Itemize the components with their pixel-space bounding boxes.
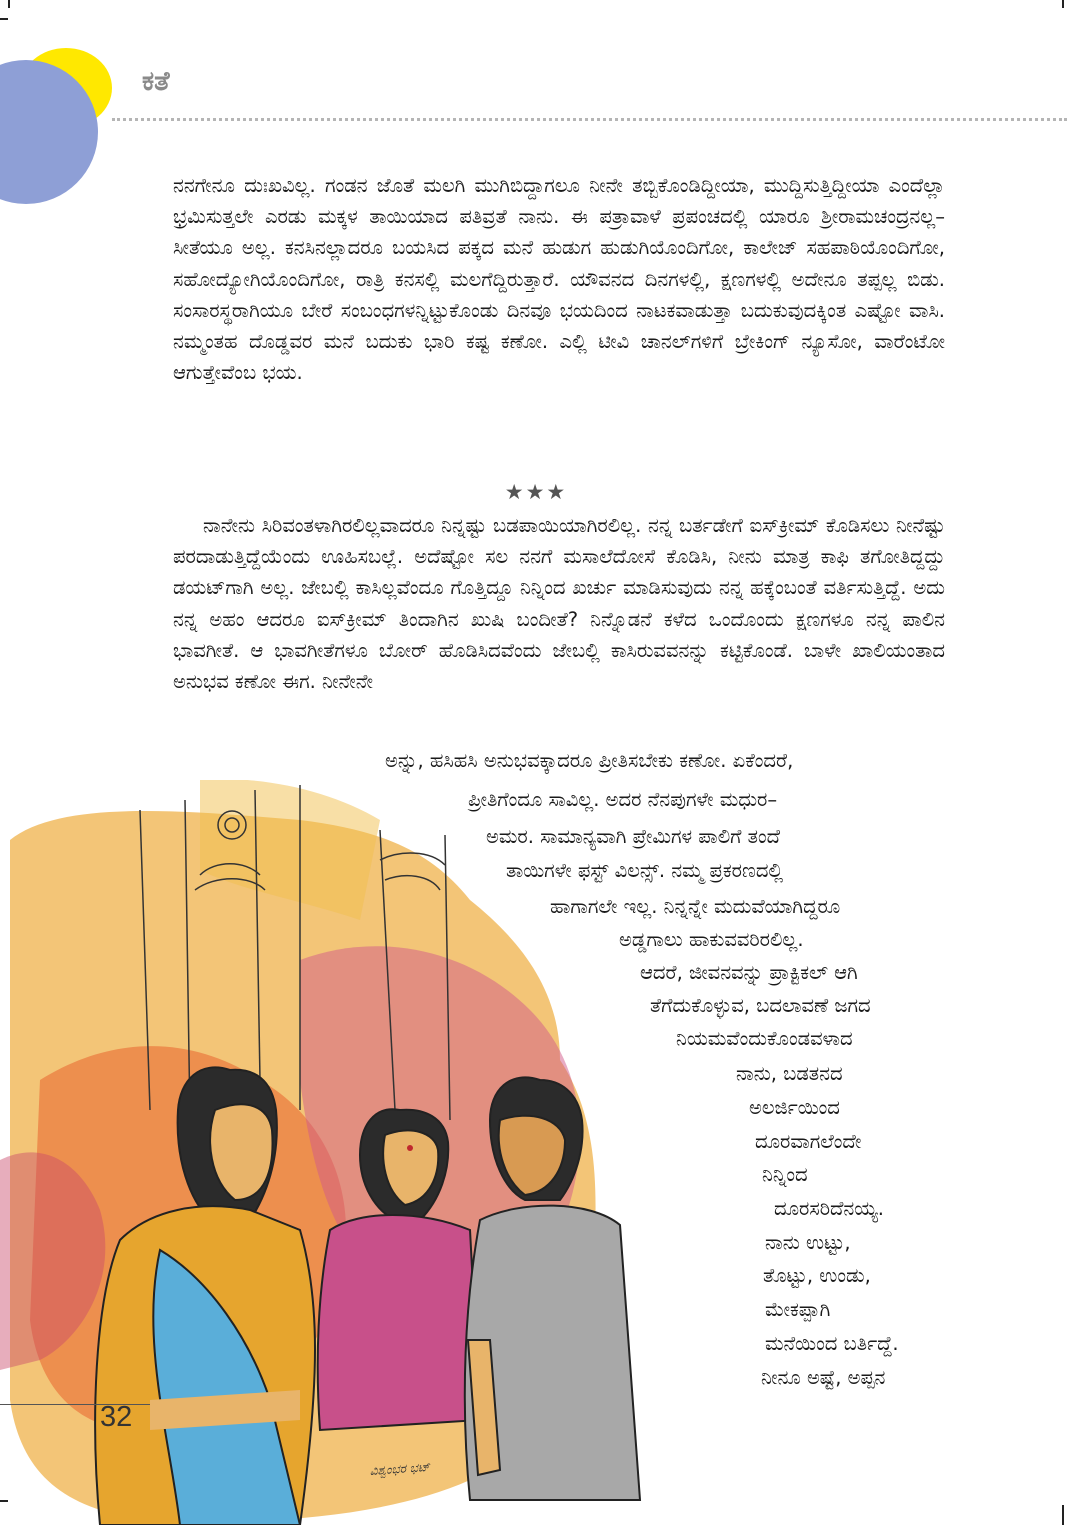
paragraph-3-line: ಅಮರ. ಸಾಮಾನ್ಯವಾಗಿ ಪ್ರೇಮಿಗಳ ಪಾಲಿಗೆ ತಂದೆ	[486, 825, 780, 848]
crop-mark-bottom-right	[1062, 1505, 1064, 1525]
header-dotted-rule	[112, 118, 1067, 121]
paragraph-3-line: ತೊಟ್ಟು, ಉಂಡು,	[763, 1264, 871, 1287]
paragraph-3-line: ದೂರಸರಿದೆನಯ್ಯ.	[774, 1197, 884, 1220]
page-number: 32	[100, 1401, 133, 1433]
illustrator-signature: ವಿಶ್ವಂಭರ ಭಟ್	[369, 1459, 431, 1478]
paragraph-1: ನನಗೇನೂ ದುಃಖವಿಲ್ಲ. ಗಂಡನ ಜೊತೆ ಮಲಗಿ ಮುಗಿಬಿದ್ದಾಗಲೂ ನೀನೇ ತಬ್ಬಿಕೊಂಡಿದ್ದೀಯಾ, ಮುದ್ದಿಸುತ್ತಿದ್ದೀಯಾ ಎಂದೆಲ್ಲಾ ಭ್ರಮಿಸುತ್ತಲೇ ಎರಡು ಮಕ್ಕಳ ತಾಯಿಯಾದ ಪತಿವ್ರತೆ ನಾನು. ಈ ಪತ್ರಾವಾಳೆ ಪ್ರಪಂಚದಲ್ಲಿ ಯಾರೂ ಶ್ರೀರಾಮಚಂದ್ರನಲ್ಲ–ಸೀತೆಯೂ ಅಲ್ಲ. ಕನಸಿನಲ್ಲಾದರೂ ಬಯಸಿದ ಪಕ್ಕದ ಮನೆ ಹುಡುಗ ಹುಡುಗಿಯೊಂದಿಗೋ, ಕಾಲೇಜ್ ಸಹಪಾಠಿಯೊಂದಿಗೋ, ಸಹೋದ್ಯೋಗಿಯೊಂದಿಗೋ, ರಾತ್ರಿ ಕನಸಲ್ಲಿ ಮಲಗೆದ್ದಿರುತ್ತಾರೆ. ಯೌವನದ ದಿನಗಳಲ್ಲಿ, ಕ್ಷಣಗಳಲ್ಲಿ ಅದೇನೂ ತಪ್ಪಲ್ಲ ಬಿಡು. ಸಂಸಾರಸ್ಥರಾಗಿಯೂ ಬೇರೆ ಸಂಬಂಧಗಳನ್ನಿಟ್ಟುಕೊಂಡು ದಿನವೂ ಭಯದಿಂದ ನಾಟಕವಾಡುತ್ತಾ ಬದುಕುವುದಕ್ಕಿಂತ ಎಷ್ಟೋ ವಾಸಿ. ನಮ್ಮಂತಹ ದೊಡ್ಡವರ ಮನೆ ಬದುಕು ಭಾರಿ ಕಷ್ಟ ಕಣೋ. ಎಲ್ಲಿ ಟೀವಿ ಚಾನಲ್‌ಗಳಿಗೆ ಬ್ರೇಕಿಂಗ್ ನ್ಯೂಸೋ, ವಾರೆಂಟೋ ಆಗುತ್ತೇವೆಂಬ ಭಯ.	[173, 174, 945, 385]
paragraph-3-line: ಮನೆಯಿಂದ ಬರ್ತಿದ್ದೆ.	[765, 1332, 899, 1355]
paragraph-3-line: ದೂರವಾಗಲೆಂದೇ	[755, 1130, 862, 1153]
paragraph-3-line: ತೆಗೆದುಕೊಳ್ಳುವ, ಬದಲಾವಣೆ ಜಗದ	[650, 994, 871, 1017]
paragraph-3-line: ಹಾಗಾಗಲೇ ಇಲ್ಲ. ನಿನ್ನನ್ನೇ ಮದುವೆಯಾಗಿದ್ದರೂ	[550, 895, 841, 918]
paragraph-3-line: ಅನ್ನು, ಹಸಿಹಸಿ ಅನುಭವಕ್ಕಾದರೂ ಪ್ರೀತಿಸಬೇಕು ಕಣೋ. ಏಕೆಂದರೆ,	[385, 749, 794, 772]
section-label: ಕತೆ	[142, 66, 170, 97]
crop-mark-top-left-side	[0, 18, 8, 20]
section-divider: ★★★	[504, 480, 568, 504]
paragraph-3-line: ಪ್ರೀತಿಗೆಂದೂ ಸಾವಿಲ್ಲ. ಅದರ ನೆನಪುಗಳೇ ಮಧುರ–	[468, 788, 778, 811]
paragraph-3-line: ಅಲರ್ಜಿಯಿಂದ	[749, 1096, 840, 1119]
paragraph-3-line: ಮೇಕಪ್ಪಾಗಿ	[765, 1298, 831, 1321]
paragraph-3-line: ನಿಯಮವೆಂದುಕೊಂಡವಳಾದ	[676, 1027, 853, 1050]
paragraph-3-line: ನಾನು ಉಟ್ಟು,	[765, 1231, 851, 1254]
paragraph-3-line: ಅಡ್ಡಗಾಲು ಹಾಕುವವರಿರಲಿಲ್ಲ.	[619, 928, 804, 951]
paragraph-3-line: ನಾನು, ಬಡತನದ	[736, 1062, 843, 1085]
paragraph-3-line: ತಾಯಿಗಳೇ ಫಸ್ಟ್ ವಿಲನ್ಸ್. ನಮ್ಮ ಪ್ರಕರಣದಲ್ಲಿ	[506, 859, 784, 882]
paragraph-3-line: ನೀನೂ ಅಷ್ಟೆ, ಅಪ್ಪನ	[761, 1366, 886, 1389]
man-right-figure	[465, 1077, 640, 1500]
paragraph-3-line: ನಿನ್ನಿಂದ	[762, 1163, 808, 1186]
crop-mark-top-right	[1062, 0, 1064, 8]
paragraph-3-line: ಆದರೆ, ಜೀವನವನ್ನು ಪ್ರಾಕ್ಟಿಕಲ್ ಆಗಿ	[640, 961, 858, 984]
paragraph-2: ನಾನೇನು ಸಿರಿವಂತಳಾಗಿರಲಿಲ್ಲವಾದರೂ ನಿನ್ನಷ್ಟು ಬಡಪಾಯಿಯಾಗಿರಲಿಲ್ಲ. ನನ್ನ ಬರ್ತಡೇಗೆ ಐಸ್‌ಕ್ರೀಮ್ ಕೊಡಿಸಲು ನೀನೆಷ್ಟು ಪರದಾಡುತ್ತಿದ್ದೆಯೆಂದು ಊಹಿಸಬಲ್ಲೆ. ಅದೆಷ್ಟೋ ಸಲ ನನಗೆ ಮಸಾಲೆದೋಸೆ ಕೊಡಿಸಿ, ನೀನು ಮಾತ್ರ ಕಾಫಿ ತಗೋತಿದ್ದದ್ದು ಡಯಟ್‌ಗಾಗಿ ಅಲ್ಲ. ಜೇಬಲ್ಲಿ ಕಾಸಿಲ್ಲವೆಂದೂ ಗೊತ್ತಿದ್ದೂ ನಿನ್ನಿಂದ ಖರ್ಚು ಮಾಡಿಸುವುದು ನನ್ನ ಹಕ್ಕೆಂಬಂತೆ ವರ್ತಿಸುತ್ತಿದ್ದೆ. ಅದು ನನ್ನ ಅಹಂ ಆದರೂ ಐಸ್‌ಕ್ರೀಮ್ ತಿಂದಾಗಿನ ಖುಷಿ ಬಂದೀತೆ? ನಿನ್ನೊಡನೆ ಕಳೆದ ಒಂದೊಂದು ಕ್ಷಣಗಳೂ ನನ್ನ ಪಾಲಿನ ಭಾವಗೀತೆ. ಆ ಭಾವಗೀತೆಗಳೂ ಬೋರ್ ಹೊಡಿಸಿದವೆಂದು ಜೇಬಲ್ಲಿ ಕಾಸಿರುವವನನ್ನು ಕಟ್ಟಿಕೊಂಡೆ. ಬಾಳೇ ಖಾಲಿಯಂತಾದ ಅನುಭವ ಕಣೋ ಈಗ. ನೀನೇನೇ	[173, 514, 945, 694]
crop-mark-top-left	[8, 0, 10, 8]
